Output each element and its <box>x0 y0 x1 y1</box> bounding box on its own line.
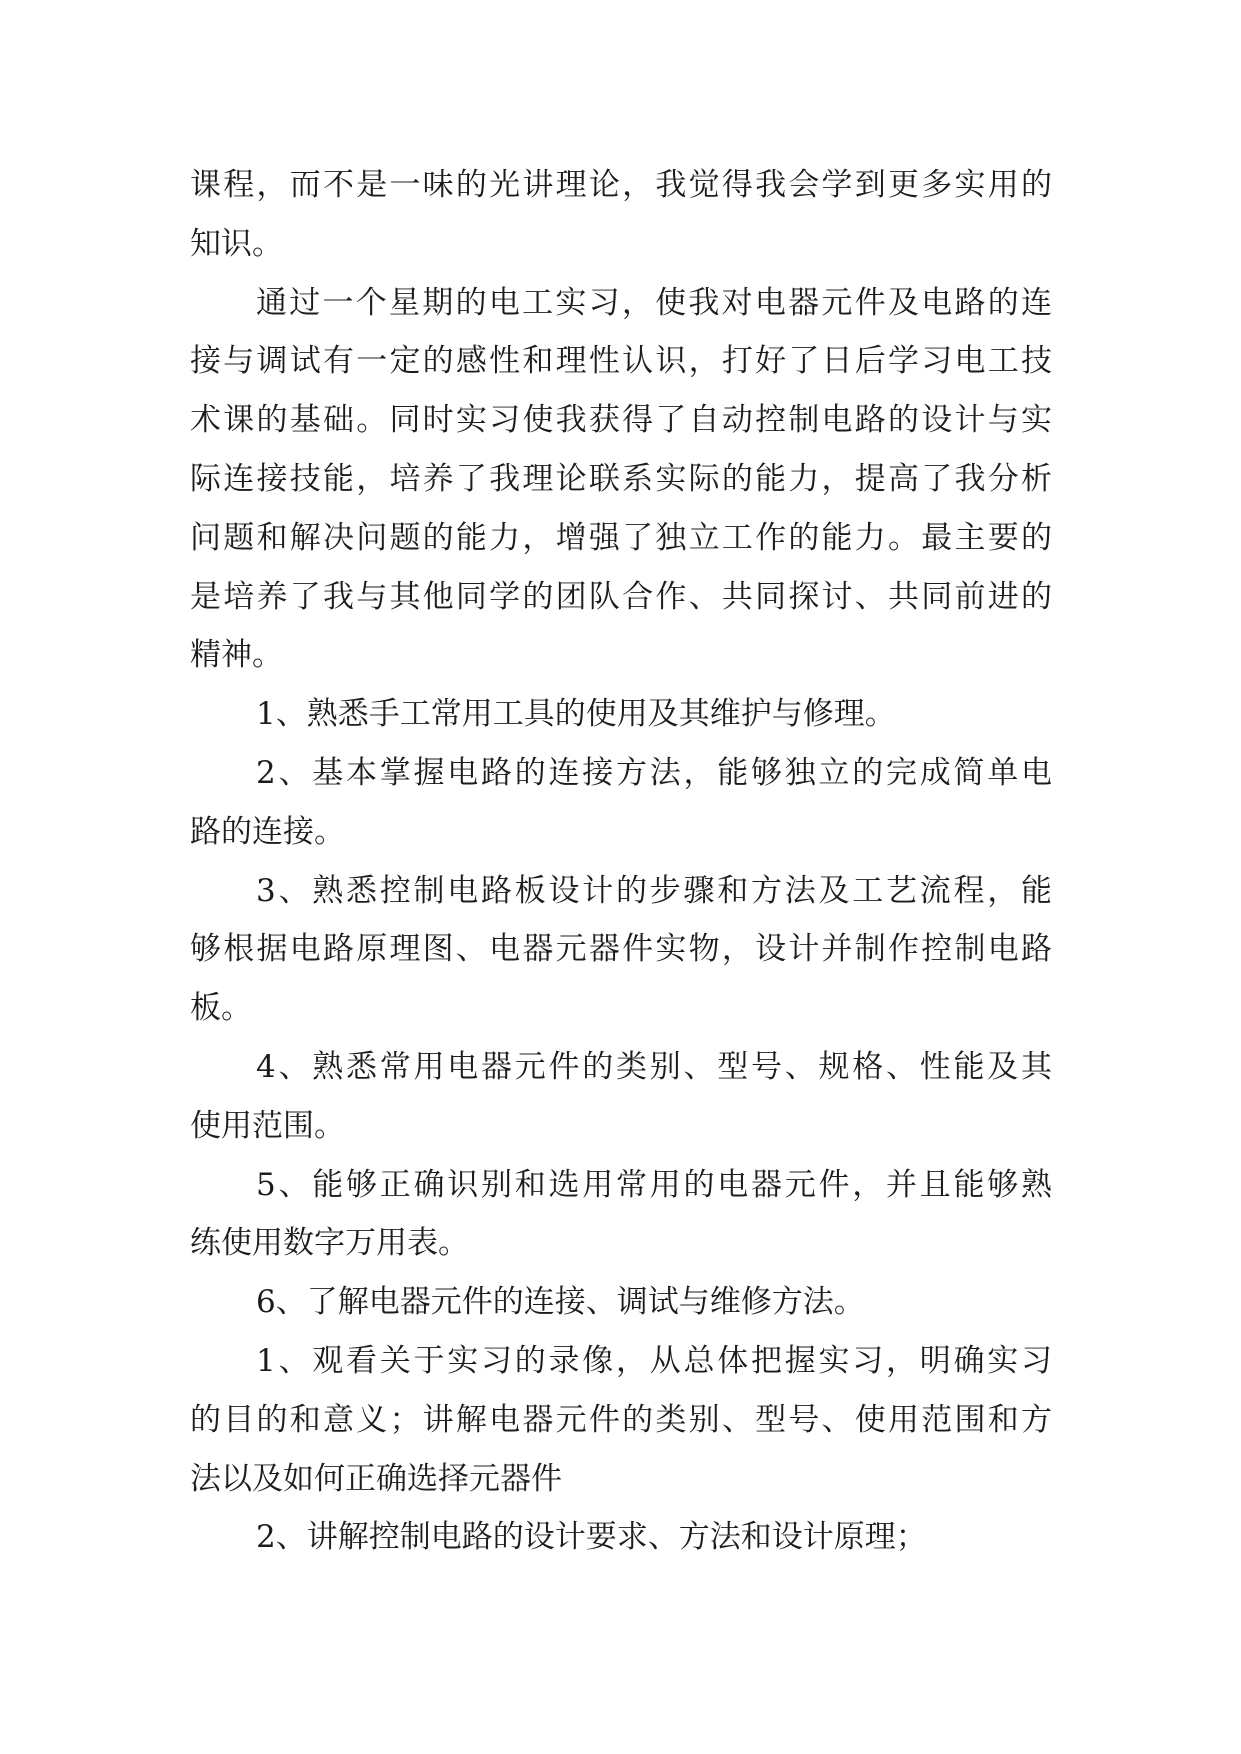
list-item-objective-3 <box>190 862 1052 1038</box>
text-line: 的目的和意义；讲解电器元件的类别、型号、使用范围和方 <box>190 1401 1052 1438</box>
text-line: 精神。 <box>190 637 283 674</box>
text-line: 法以及如何正确选择元器件 <box>190 1460 562 1497</box>
list-item-objective-5 <box>190 1156 1052 1274</box>
text-line: 5、能够正确识别和选用常用的电器元件，并且能够熟 <box>256 1166 1052 1203</box>
text-line: 1、熟悉手工常用工具的使用及其维护与修理。 <box>256 696 896 733</box>
text-line: 2、基本掌握电路的连接方法，能够独立的完成简单电 <box>256 754 1052 791</box>
list-item-objective-6 <box>190 1273 1052 1332</box>
paragraph-internship-summary <box>190 274 1052 686</box>
text-line: 路的连接。 <box>190 813 345 850</box>
text-line: 通过一个星期的电工实习，使我对电器元件及电路的连 <box>256 284 1052 321</box>
text-line: 够根据电路原理图、电器元器件实物，设计并制作控制电路 <box>190 931 1052 968</box>
text-line: 使用范围。 <box>190 1107 345 1144</box>
list-item-content-2 <box>190 1508 1052 1567</box>
text-line: 际连接技能，培养了我理论联系实际的能力，提高了我分析 <box>190 460 1052 497</box>
list-item-objective-4 <box>190 1038 1052 1156</box>
text-line: 知识。 <box>190 225 283 262</box>
paragraph-continued <box>190 156 1052 274</box>
document-body <box>190 156 1052 1567</box>
text-line: 练使用数字万用表。 <box>190 1225 469 1262</box>
text-line: 问题和解决问题的能力，增强了独立工作的能力。最主要的 <box>190 519 1052 556</box>
text-line: 接与调试有一定的感性和理性认识，打好了日后学习电工技 <box>190 343 1052 380</box>
text-line: 4、熟悉常用电器元件的类别、型号、规格、性能及其 <box>256 1048 1052 1085</box>
text-line: 2、讲解控制电路的设计要求、方法和设计原理； <box>256 1519 927 1556</box>
text-line: 1、观看关于实习的录像，从总体把握实习，明确实习 <box>256 1342 1052 1379</box>
text-line: 术课的基础。同时实习使我获得了自动控制电路的设计与实 <box>190 402 1052 439</box>
text-line: 是培养了我与其他同学的团队合作、共同探讨、共同前进的 <box>190 578 1052 615</box>
list-item-content-1 <box>190 1332 1052 1508</box>
list-item-objective-1 <box>190 685 1052 744</box>
text-line: 板。 <box>190 990 252 1027</box>
text-line: 3、熟悉控制电路板设计的步骤和方法及工艺流程，能 <box>256 872 1052 909</box>
text-line: 6、了解电器元件的连接、调试与维修方法。 <box>256 1284 865 1321</box>
text-line: 课程，而不是一味的光讲理论，我觉得我会学到更多实用的 <box>190 167 1052 203</box>
list-item-objective-2 <box>190 744 1052 862</box>
